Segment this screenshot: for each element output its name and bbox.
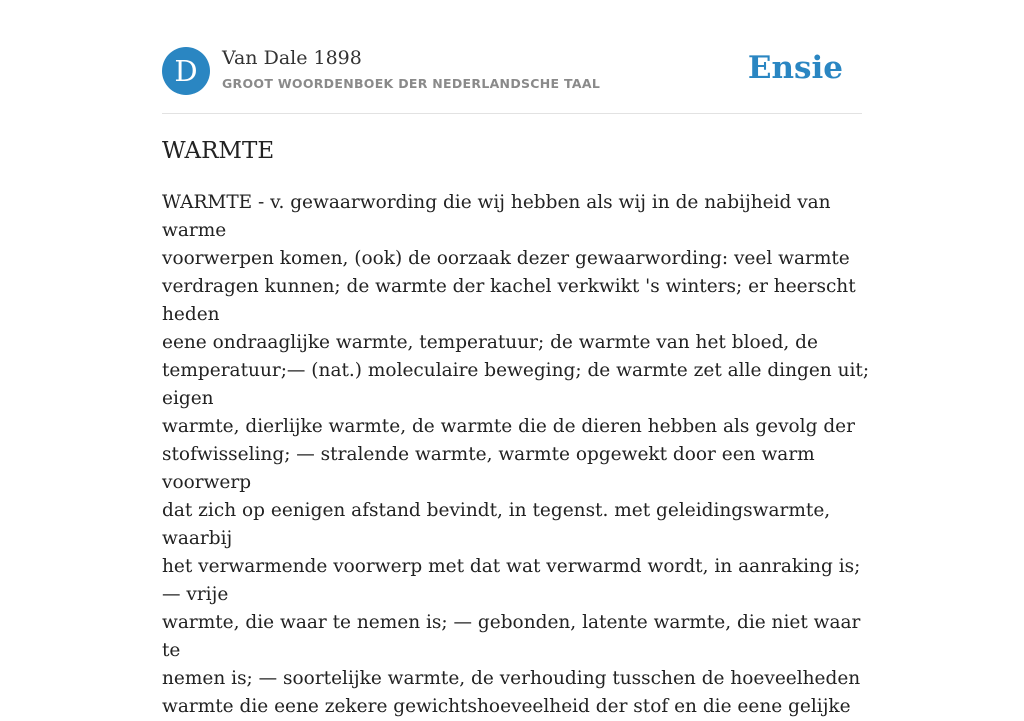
definition-line: verdragen kunnen; de warmte der kachel verkwikt 's winters; er heerscht heden bbox=[162, 276, 856, 325]
definition-line: nemen is; — soortelijke warmte, de verhouding tusschen de hoeveelheden bbox=[162, 668, 861, 689]
header bbox=[162, 46, 862, 96]
definition-line: warmte die eene zekere gewichtshoeveelheid der stof en die eene gelijke bbox=[162, 696, 851, 717]
dictionary-logo[interactable]: D bbox=[162, 47, 210, 95]
definition-line: het verwarmende voorwerp met dat wat verwarmd wordt, in aanraking is; — vrije bbox=[162, 556, 861, 605]
definition-line: WARMTE - v. gewaarwording die wij hebben als wij in de nabijheid van warme bbox=[162, 192, 831, 241]
definition-line: voorwerpen komen, (ook) de oorzaak dezer gewaarwording: veel warmte bbox=[162, 248, 850, 269]
definition-line: warmte, dierlijke warmte, de warmte die de dieren hebben als gevolg der bbox=[162, 416, 855, 437]
entry-headword: WARMTE bbox=[162, 138, 275, 164]
definition-line: eene ondraaglijke warmte, temperatuur; de warmte van het bloed, de bbox=[162, 332, 818, 353]
dictionary-title[interactable]: Van Dale 1898 bbox=[222, 47, 362, 69]
ensie-logo-link[interactable]: Ensie bbox=[747, 50, 843, 86]
entry-definition bbox=[162, 189, 882, 721]
definition-line: stofwisseling; — stralende warmte, warmte opgewekt door een warm voorwerp bbox=[162, 444, 815, 493]
header-divider bbox=[162, 113, 862, 114]
definition-line: warmte, die waar te nemen is; — gebonden, latente warmte, die niet waar te bbox=[162, 612, 861, 661]
definition-line: dat zich op eenigen afstand bevindt, in tegenst. met geleidingswarmte, waarbij bbox=[162, 500, 831, 549]
dictionary-subtitle: GROOT WOORDENBOEK DER NEDERLANDSCHE TAAL bbox=[222, 76, 601, 91]
definition-line: temperatuur;— (nat.) moleculaire beweging; de warmte zet alle dingen uit; eigen bbox=[162, 360, 870, 409]
